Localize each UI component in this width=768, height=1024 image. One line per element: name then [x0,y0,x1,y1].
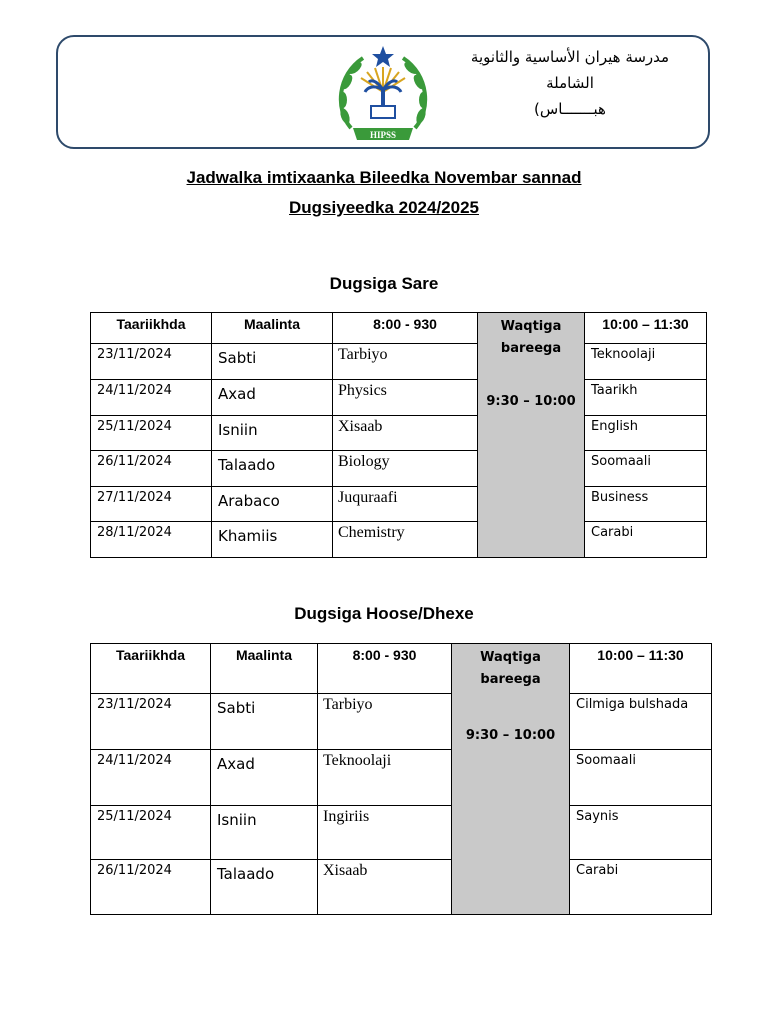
date-cell: 24/11/2024 [91,750,211,806]
table-header-row [91,313,707,344]
table-row [91,487,707,522]
day-cell: Khamiis [212,522,333,558]
table-row [91,806,712,860]
school-name-arabic [450,44,690,122]
break-label-1: Waqtiga [480,650,541,665]
school-name-line-3: هبـــــــاس) [534,100,606,118]
slot2-cell: English [585,416,707,451]
date-cell: 25/11/2024 [91,416,212,451]
slot2-cell: Saynis [570,806,712,860]
day-cell: Axad [211,750,318,806]
slot1-cell: Teknoolaji [318,750,452,806]
school-name-line-1: مدرسة هيران الأساسية والثانوية [470,48,670,66]
slot2-cell: Teknoolaji [585,344,707,380]
header-slot-2: 10:00 – 11:30 [570,644,712,694]
slot1-cell: Ingiriis [318,806,452,860]
date-cell: 23/11/2024 [91,344,212,380]
school-logo [333,40,433,146]
day-cell: Sabti [211,694,318,750]
slot2-cell: Business [585,487,707,522]
header-slot-1: 8:00 - 930 [318,644,452,694]
break-label-1: Waqtiga [500,319,562,334]
day-cell: Arabaco [212,487,333,522]
header-slot-1: 8:00 - 930 [333,313,478,344]
slot2-cell: Taarikh [585,380,707,416]
slot1-cell: Physics [333,380,478,416]
table-row [91,522,707,558]
day-cell: Axad [212,380,333,416]
slot2-cell: Cilmiga bulshada [570,694,712,750]
day-cell: Talaado [212,451,333,487]
header-slot-2: 10:00 – 11:30 [585,313,707,344]
schedule-table-upper [90,312,707,558]
slot2-cell: Carabi [585,522,707,558]
date-cell: 26/11/2024 [91,451,212,487]
book-icon [371,106,395,118]
day-cell: Talaado [211,860,318,915]
date-cell: 23/11/2024 [91,694,211,750]
slot1-cell: Xisaab [318,860,452,915]
slot1-cell: Biology [333,451,478,487]
date-cell: 26/11/2024 [91,860,211,915]
slot1-cell: Chemistry [333,522,478,558]
slot1-cell: Tarbiyo [318,694,452,750]
break-cell [478,313,585,558]
date-cell: 28/11/2024 [91,522,212,558]
break-label-2: bareega [500,341,562,356]
table-row [91,344,707,380]
break-label-2: bareega [480,672,541,687]
date-cell: 24/11/2024 [91,380,212,416]
section-title-upper: Dugsiga Sare [329,274,439,293]
date-cell: 25/11/2024 [91,806,211,860]
header-date: Taariikhda [91,644,211,694]
schedule-table-lower [90,643,712,915]
document-title-line-2: Dugsiyeedka 2024/2025 [289,198,479,217]
section-title-lower: Dugsiga Hoose/Dhexe [294,604,474,623]
document-title-line-1: Jadwalka imtixaanka Bileedka Novembar sannad [186,168,582,187]
table-row [91,694,712,750]
slot2-cell: Soomaali [585,451,707,487]
table-row [91,860,712,915]
break-cell [452,644,570,915]
day-cell: Sabti [212,344,333,380]
day-cell: Isniin [212,416,333,451]
break-time: 9:30 – 10:00 [486,394,576,409]
table-header-row [91,644,712,694]
table-row [91,451,707,487]
slot1-cell: Juquraafi [333,487,478,522]
slot1-cell: Xisaab [333,416,478,451]
star-icon [372,46,394,67]
school-name-line-2: الشاملة [546,74,594,92]
slot1-cell: Tarbiyo [333,344,478,380]
header-date: Taariikhda [91,313,212,344]
slot2-cell: Soomaali [570,750,712,806]
header-day: Maalinta [211,644,318,694]
day-cell: Isniin [211,806,318,860]
logo-text: HIPSS [369,130,397,140]
table-row [91,750,712,806]
slot2-cell: Carabi [570,860,712,915]
break-time: 9:30 – 10:00 [465,728,556,743]
table-row [91,416,707,451]
header-day: Maalinta [212,313,333,344]
table-row [91,380,707,416]
date-cell: 27/11/2024 [91,487,212,522]
